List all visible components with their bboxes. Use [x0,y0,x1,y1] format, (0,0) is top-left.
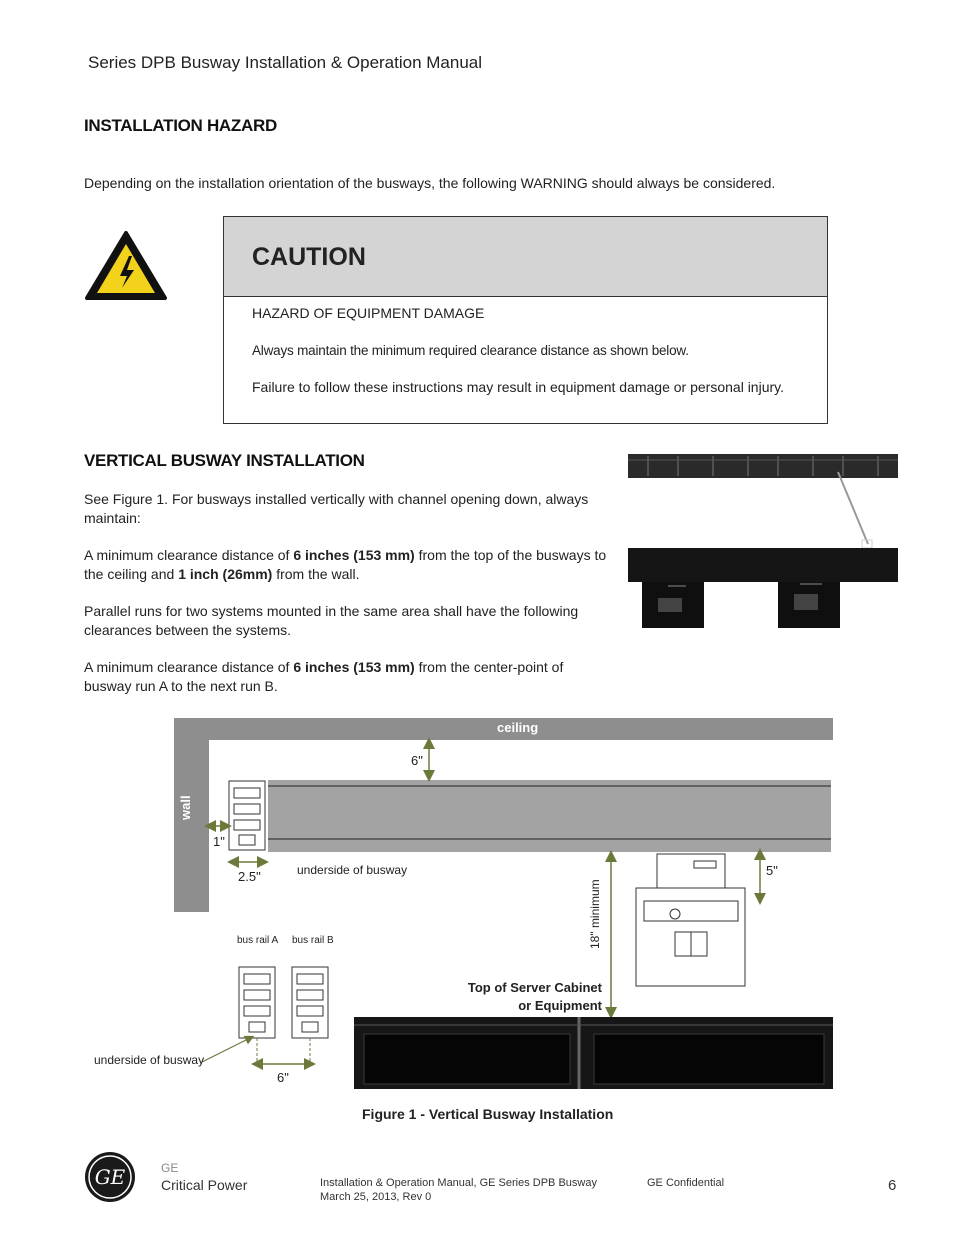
footer-manual-info [320,1176,597,1204]
high-voltage-warning-icon [84,230,168,302]
p4-text-a: A minimum clearance distance of [84,659,294,675]
dim-6in-rail-label: 6" [277,1070,289,1085]
figure-caption: Figure 1 - Vertical Busway Installation [362,1106,614,1122]
underside-of-busway-label-bottom: underside of busway [94,1053,205,1067]
dim-5in-label: 5" [766,863,778,878]
installation-hazard-heading: INSTALLATION HAZARD [84,116,277,135]
ceiling-label: ceiling [497,720,539,735]
vertical-busway-heading: VERTICAL BUSWAY INSTALLATION [84,451,365,470]
footer-manual-date: March 25, 2013, Rev 0 [320,1191,432,1203]
dim-18in-label: 18" minimum [588,879,602,949]
wall-label: wall [178,795,193,820]
server-cabinet [354,1017,833,1089]
bus-rail-a-label: bus rail A [237,935,279,946]
vertical-paragraph-3: Parallel runs for two systems mounted in the same area shall have the following clearances between the systems. [84,603,579,638]
bus-rail-a [239,967,275,1038]
document-title: Series DPB Busway Installation & Operation Manual [88,53,483,72]
vertical-busway-diagram [84,716,844,1094]
underside-leader-line [202,1038,250,1062]
page-number: 6 [888,1177,897,1194]
footer-critical-power: Critical Power [161,1177,248,1193]
p4-text-c: from the center-point of busway run A to the next run B. [84,659,564,694]
vertical-paragraph-4 [84,658,609,696]
caution-header-band [224,217,827,297]
p2-bold-1in: 1 inch (26mm) [178,566,273,582]
dim-2-5in-label: 2.5" [238,869,261,884]
p2-text-c: from the top of the busways to the ceiling and [84,547,607,582]
p4-bold-6in: 6 inches (153 mm) [293,659,415,675]
dim-6in-ceiling-label: 6" [411,753,423,768]
footer-confidential: GE Confidential [647,1177,725,1189]
busway-installation-photo [628,454,898,629]
dim-1in-label: 1" [213,834,225,849]
vertical-paragraph-1: See Figure 1. For busways installed vertically with channel opening down, always maintain: [84,491,589,526]
busway-body [268,780,831,852]
ge-logo-icon [84,1151,136,1203]
underside-of-busway-label-top: underside of busway [297,863,408,877]
vertical-paragraph-2 [84,546,609,584]
svg-text:GE: GE [94,1165,126,1189]
p2-text-e: from the wall. [272,566,360,582]
top-of-cabinet-line-1: Top of Server Cabinet [467,980,602,995]
footer-company-ge: GE [161,1161,179,1175]
p2-bold-6in: 6 inches (153 mm) [293,547,415,563]
footer-manual-title: Installation & Operation Manual, GE Series DPB Busway [320,1177,597,1189]
caution-consequence-line: Failure to follow these instructions may result in equipment damage or personal injury. [252,379,784,395]
bus-rail-b [292,967,328,1038]
caution-box [223,216,828,424]
top-of-cabinet-label [420,979,602,1015]
top-of-cabinet-line-2: or Equipment [518,998,602,1013]
caution-title: CAUTION [252,243,366,271]
caution-hazard-line: HAZARD OF EQUIPMENT DAMAGE [252,305,485,321]
caution-instruction-line: Always maintain the minimum required clearance distance as shown below. [252,343,689,358]
tap-off-box [636,854,745,986]
p2-text-a: A minimum clearance distance of [84,547,294,563]
busway-profile [229,781,265,850]
bus-rail-b-label: bus rail B [292,935,334,946]
hazard-intro: Depending on the installation orientation of the busways, the following WARNING should always be considered. [84,175,776,191]
